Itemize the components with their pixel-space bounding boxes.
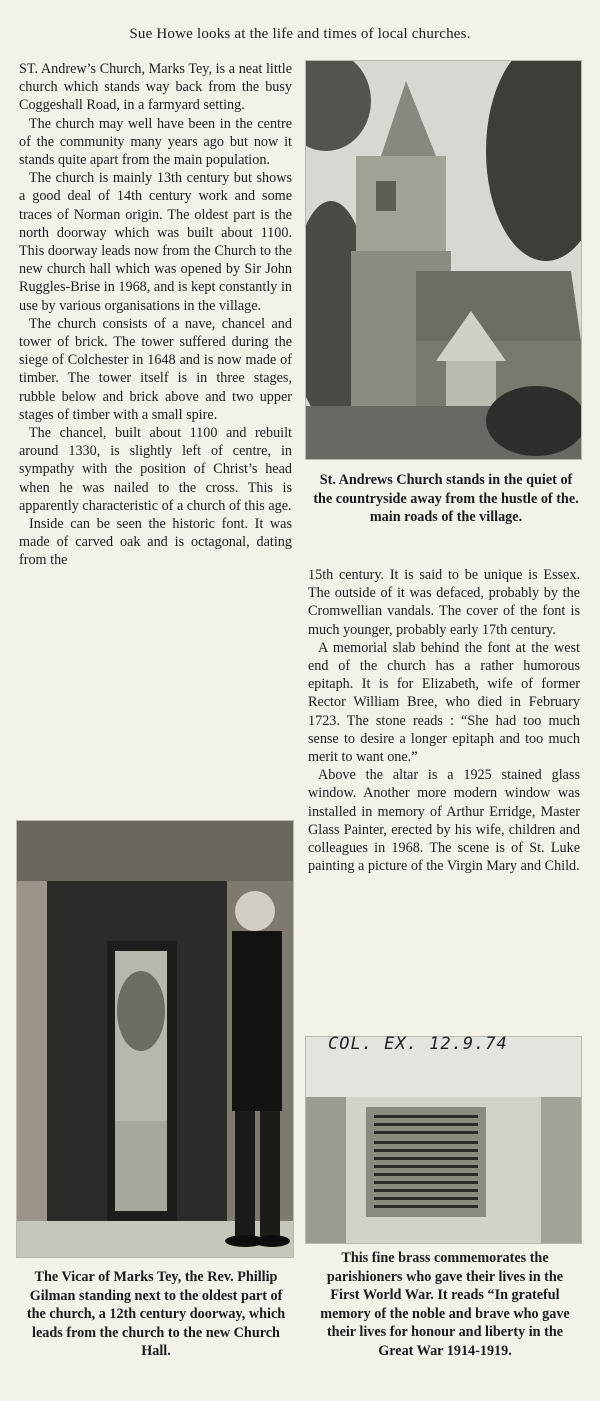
article-kicker: Sue Howe looks at the life and times of local churches. — [129, 26, 471, 42]
church-photo — [305, 60, 582, 460]
paragraph: A memorial slab behind the font at the west end of the church has a rather humorous epitaph. It is for Elizabeth, wife of former Rector William Bree, who died in February 1723. The stone reads : “She had too much sense to desire a longer epitaph and too much merit to want one.” — [308, 639, 580, 766]
church-photo-caption: St. Andrews Church stands in the quiet of the countryside away from the hustle of the. main roads of the village. — [313, 472, 579, 526]
vicar-photo-caption: The Vicar of Marks Tey, the Rev. Phillip Gilman standing next to the oldest part of the church, a 12th century doorway, which leads from the church to the new Church Hall. — [26, 1269, 286, 1360]
paragraph: Above the altar is a 1925 stained glass window. Another more modern window was installed in memory of Arthur Erridge, Master Glass Painter, erected by his wife, children and colleagues in 1968. The scene is of St. Luke painting a picture of the Virgin Mary and Child. — [308, 767, 580, 875]
paragraph: Inside can be seen the historic font. It was made of carved oak and is octagonal, dating from the — [19, 516, 292, 569]
paragraph: The church may well have been in the centre of the community many years ago but now it stands quite apart from the main population. — [19, 115, 292, 169]
paragraph: 15th century. It is said to be unique is Essex. The outside of it was defaced, probably by the Cromwellian vandals. The cover of the font is much younger, probably early 17th century. — [308, 567, 580, 638]
brass-plaque-photo — [305, 1036, 582, 1244]
paragraph: The church consists of a nave, chancel and tower of brick. The tower suffered during the siege of Colchester in 1648 and is now made of timber. The tower itself is in three stages, rubble below and brick above and two upper stages of timber with a small spire. — [19, 315, 292, 423]
handwritten-annotation: COL. EX. 12.9.74 — [328, 1034, 508, 1054]
paragraph: The chancel, built about 1100 and rebuilt around 1330, is slightly left of centre, in sympathy with the position of Christ’s head when he was nailed to the cross. This is apparently characteristic of a church of this age. — [19, 425, 292, 514]
brass-photo-caption: This fine brass commemorates the parishioners who gave their lives in the First World War. It reads “In grateful memory of the noble and brave who gave their lives for honour and liberty in the Great War 1914-1919. — [320, 1250, 570, 1359]
paragraph: The church is mainly 13th century but shows a good deal of 14th century work and some traces of Norman origin. The oldest part is the north doorway which was built about 1100. This doorway leads now from the Church to the new church hall which was opened by Sir John Ruggles-Brise in 1968, and is kept constantly in use by various organisations in the village. — [19, 170, 292, 314]
article-column-1 — [19, 60, 292, 570]
article-column-2 — [308, 566, 580, 875]
vicar-doorway-photo — [16, 820, 294, 1258]
paragraph: ST. Andrew’s Church, Marks Tey, is a neat little church which stands way back from the busy Coggeshall Road, in a farmyard setting. — [19, 61, 292, 114]
